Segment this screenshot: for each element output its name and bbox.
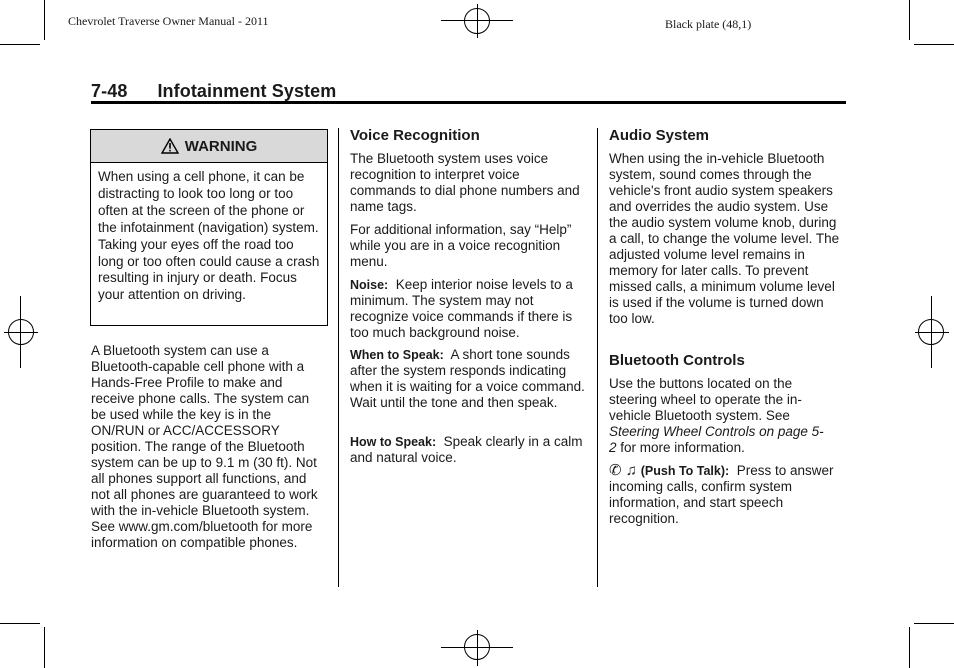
warning-title: WARNING: [184, 137, 258, 155]
how-to-speak-paragraph: [350, 434, 586, 466]
column-divider: [338, 128, 339, 587]
page-number: 7-48: [91, 81, 128, 101]
warning-box: [90, 129, 328, 326]
bluetooth-controls-paragraph: [609, 376, 831, 456]
how-to-speak-text: Speak clearly in a calm and natural voice.: [350, 434, 583, 465]
help-paragraph: For additional information, say “Help” while you are in a voice recognition menu.: [350, 222, 572, 269]
section-name: Infotainment System: [157, 81, 337, 101]
crop-mark: [909, 0, 910, 40]
noise-paragraph: [350, 277, 588, 341]
steering-controls-link[interactable]: Steering Wheel Controls on page 5-2: [609, 424, 824, 455]
warning-header: [91, 130, 327, 163]
section-rule: [91, 101, 846, 104]
crop-mark: [909, 627, 910, 668]
warning-icon: [161, 138, 179, 154]
push-to-talk-icon: ✆ ♫: [609, 462, 637, 479]
manual-title: Chevrolet Traverse Owner Manual - 2011: [68, 14, 269, 28]
voice-recognition-heading: Voice Recognition: [350, 127, 480, 144]
bluetooth-controls-heading: Bluetooth Controls: [609, 352, 745, 369]
voice-recognition-paragraph: The Bluetooth system uses voice recognition to interpret voice commands to dial phone numbers and name tags.: [350, 151, 580, 214]
audio-system-paragraph: When using the in-vehicle Bluetooth system, sound comes through the vehicle's front audio system speakers and overrides the audio system. Use the audio system volume knob, during a call, to change the volume level. The adjusted volume level remains in memory for later calls. To prevent missed calls, a minimum volume level is used if the volume is turned down too low.: [609, 151, 840, 326]
push-to-talk-paragraph: [609, 463, 834, 527]
column-divider: [597, 128, 598, 587]
noise-label: Noise:: [350, 278, 389, 292]
bluetooth-intro: A Bluetooth system can use a Bluetooth-capable cell phone with a Hands-Free Profile to make and receive phone calls. The system can be used while the key is in the ON/RUN or ACC/ACCESSORY position. The range of the Bluetooth system can be up to 9.1 m (30 ft). Not all phones support all functions, and not all phones are guaranteed to work with the in-vehicle Bluetooth system. See www.gm.com/bluetooth for more information on compatible phones.: [91, 343, 318, 550]
push-to-talk-text: Press to answer incoming calls, confirm system information, and start speech recognition.: [609, 463, 834, 526]
push-to-talk-label: (Push To Talk):: [640, 464, 730, 478]
crop-mark: [914, 44, 954, 45]
controls-text-end: for more information.: [620, 440, 745, 455]
when-to-speak-text: A short tone sounds after the system responds indicating when it is waiting for a voice command. Wait until the tone and then speak.: [350, 347, 585, 410]
crop-mark: [0, 44, 40, 45]
crop-mark: [0, 623, 40, 624]
crop-mark: [44, 0, 45, 40]
when-to-speak-label: When to Speak:: [350, 348, 444, 362]
crop-mark: [44, 627, 45, 668]
plate-label: Black plate (48,1): [665, 17, 752, 31]
how-to-speak-label: How to Speak:: [350, 435, 437, 449]
warning-text: When using a cell phone, it can be distracting to look too long or too often at the screen of the phone or the infotainment (navigation) system. Taking your eyes off the road too long or too often could cause a crash resulting in injury or death. Focus your attention on driving.: [98, 169, 320, 303]
noise-text: Keep interior noise levels to a minimum. The system may not recognize voice commands if there is too much background noise.: [350, 277, 573, 340]
audio-system-heading: Audio System: [609, 127, 710, 144]
controls-text-start: Use the buttons located on the steering wheel to operate the in-vehicle Bluetooth system. See: [609, 376, 802, 423]
section-title: [91, 81, 336, 102]
crop-mark: [914, 623, 954, 624]
when-to-speak-paragraph: [350, 347, 586, 411]
